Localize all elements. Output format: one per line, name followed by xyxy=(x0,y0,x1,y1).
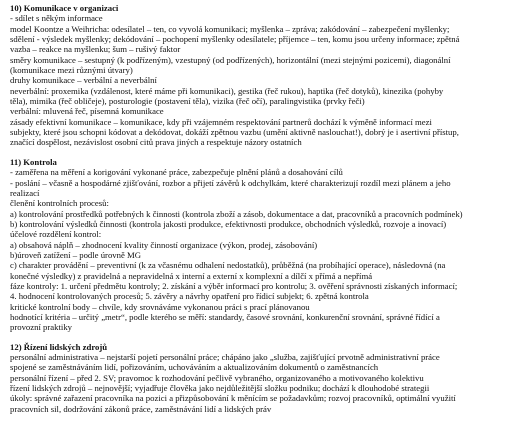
text-line: personální řízení – před 2. SV; pravomoc k rozhodování pečlivě vybraného, organizovaného a motivovaného kolektivu xyxy=(10,372,424,383)
section-heading: 12) Řízení lidských zdrojů xyxy=(10,341,108,352)
text-line: zásady efektivní komunikace – komunikace, kdy při vzájemném respektování partnerů dochází k výměně informací mezi xyxy=(10,116,432,127)
section-control xyxy=(10,157,505,333)
text-line: vazba – reakce na myšlenku; šum – rušivý faktor xyxy=(10,44,181,55)
text-line: hodnotící kritéria – určitý „metr“, podle kterého se měří: standardy, časové srovnání, konkurenční srovnání, správné řídící a xyxy=(10,311,440,322)
section-communication xyxy=(10,3,505,148)
text-line: personální administrativa – nejstarší pojetí personální práce; chápáno jako „služba, zajišťující prvotně administrativní práce xyxy=(10,352,440,362)
text-line: - sdílet s někým informace xyxy=(10,13,103,24)
text-line: řízení lidských zdrojů – nejnovější; vyjadřuje člověka jako nejdůležitější složku podniku; dochází k dlouhodobé strategii xyxy=(10,383,430,394)
text-line: verbální: mluvená řeč, písemná komunikace xyxy=(10,106,164,117)
section-human-resources xyxy=(10,342,505,414)
text-line: a) obsahová náplň – zhodnocení kvality činností organizace (výkon, prodej, zásobování) xyxy=(10,239,318,250)
text-line: konečné výsledky) z pravidelná a nepravidelná x interní a externí x komplexní a dílčí x přímá a nepřímá xyxy=(10,270,373,281)
text-line: směry komunikace – sestupný (k podřízeným), vzestupný (od podřízených), horizontální (mezi stejnými pozicemi), diagonální xyxy=(10,54,451,65)
text-line: - poslání – včasně a hospodárné zjišťování, rozbor a přijetí závěrů k odchylkám, které charakterizují rozdíl mezi plánem a jeho xyxy=(10,177,451,188)
text-line: členění kontrolních procesů: xyxy=(10,198,109,209)
text-line: kritické kontrolní body – chvíle, kdy srovnáváme vykonanou práci s prací plánovanou xyxy=(10,301,310,312)
text-line: - zaměřena na měření a korigování vykonané práce, zabezpečuje plnění plánů a dosahování cílů xyxy=(10,167,343,178)
text-line: fáze kontroly: 1. určení předmětu kontroly; 2. získání a výběr informací pro kontrolu; 3. ověření správnosti získaných informací; xyxy=(10,280,458,291)
text-line: pracovních sil, dodržování zákonů práce, zaměstnávání lidí a lidských práv xyxy=(10,403,272,414)
text-line: 4. hodnocení kontrolovaných procesů; 5. závěry a návrhy opatření pro řídicí subjekt; 6. zpětná kontrola xyxy=(10,291,369,302)
text-line: subjekty, které jsou schopni kódovat a dekódovat, dokáží zpětnou vazbu (umění aktivně naslouchat!), dobrý je i asertivní přístup, xyxy=(10,127,459,138)
text-line: spojené se zaměstnáváním lidí, pořizováním, uchováváním a aktualizováním dokumentů o zaměstnancích xyxy=(10,362,379,373)
text-line: úkoly: správné zařazení pracovníka na pozici a přizpůsobování k měnícím se požadavkům; rozvoj pracovníků, optimální využití xyxy=(10,393,456,404)
section-heading: 11) Kontrola xyxy=(10,156,57,167)
text-line: a) kontrolování prostředků potřebných k činnosti (kontrola zboží a zásob, dokumentace a dat, pracovníků a pracovních podmínek) xyxy=(10,208,463,219)
text-line: značící dospělost, nezávislost osobní citů prava jiných a respektuje názory ostatních xyxy=(10,137,302,148)
text-line: c) charakter provádění – preventivní (k za včasnému odhalení nedostatků), průběžná (na probíhající operace), následovná (na xyxy=(10,260,446,271)
text-line: provozní praktiky xyxy=(10,322,73,333)
text-line: b)úroveň zatížení – podle úrovně MG xyxy=(10,249,141,260)
section-spacer xyxy=(10,333,505,342)
text-line: těla), mimika (řeč obličeje), posturologie (postavení těla), vizika (řeč očí), paralingvistika (prvky řeči) xyxy=(10,96,365,107)
section-heading: 10) Komunikace v organizaci xyxy=(10,3,119,13)
text-line: model Koontze a Weihricha: odesílatel – ten, co vyvolá komunikaci; myšlenka – zpráva; zakódování – zabezpečení myšlenky; xyxy=(10,23,450,34)
text-line: druhy komunikace – verbální a neverbální xyxy=(10,75,157,86)
text-line: neverbální: proxemika (vzdálenost, které máme při komunikaci), gestika (řeč rukou), haptika (řeč dotyků), kinezika (pohyby xyxy=(10,85,444,96)
text-line: realizací xyxy=(10,187,40,198)
text-line: účelové rozdělení kontrol: xyxy=(10,229,102,240)
text-line: sdělení - výsledek myšlenky; dekódování – pochopení myšlenky odesílatele; příjemce – ten, komu jsou určeny informace; zpětná xyxy=(10,34,460,45)
text-line: (komunikace mezi různými útvary) xyxy=(10,65,133,76)
text-line: b) kontrolování výsledků činnosti (kontrola jakosti produkce, efektivnosti produkce, obchodních výsledků, rozvoje a inovací) xyxy=(10,218,447,229)
section-spacer xyxy=(10,148,505,157)
